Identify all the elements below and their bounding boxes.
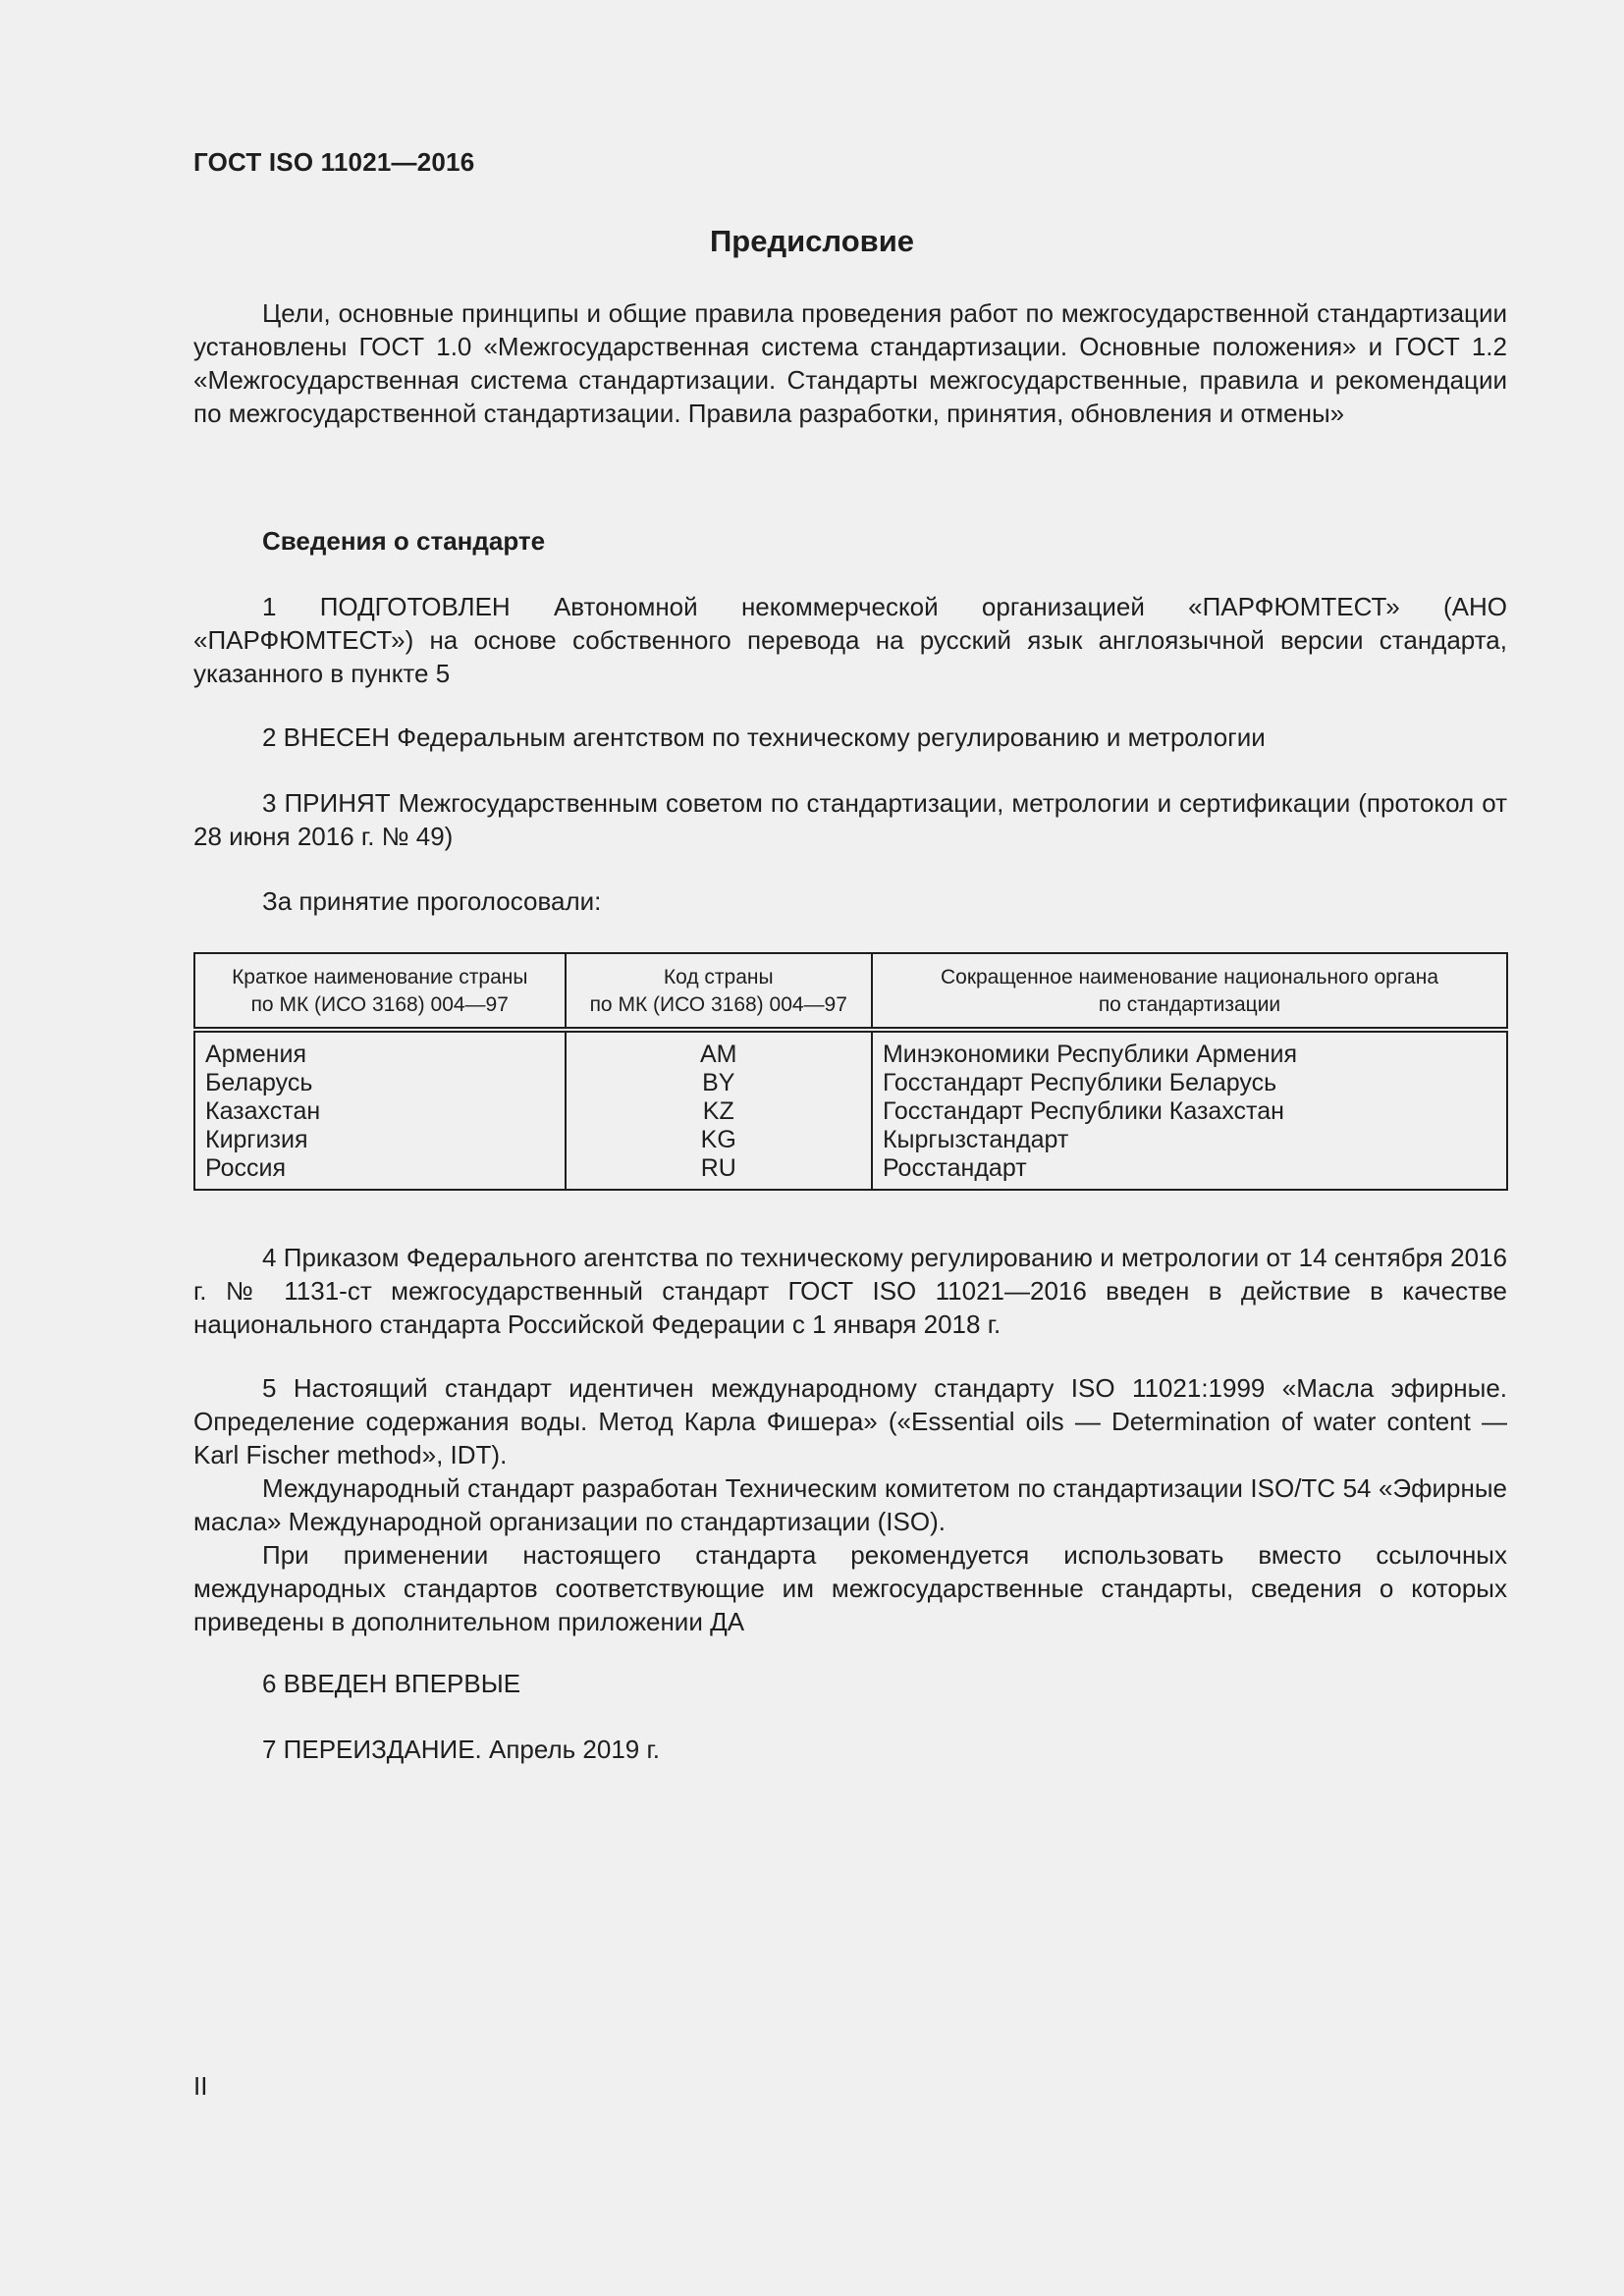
code-cell: KG xyxy=(566,1126,872,1154)
code-cell: RU xyxy=(566,1154,872,1190)
country-cell: Беларусь xyxy=(194,1069,566,1097)
intro-paragraph: Цели, основные принципы и общие правила проведения работ по межгосударственной стандартизации установлены ГОСТ 1.0 «Межгосударственная система стандартизации. Основные положения» и ГОСТ 1.2 «Межгосударственная система стандартизации. Стандарты межгосударственные, правила и рекомендации по межгосударственной стандартизации. Правила разработки, принятия, обновления и отмены» xyxy=(193,298,1507,428)
intro-paragraph-block xyxy=(193,296,1507,430)
item-3-paragraph: 3 ПРИНЯТ Межгосударственным советом по стандартизации, метрологии и сертификации (протокол от 28 июня 2016 г. № 49) xyxy=(193,788,1507,851)
table-row xyxy=(194,1154,1507,1190)
header-country-code: Код страны по МК (ИСО 3168) 004—97 xyxy=(566,953,872,1030)
item-1-block xyxy=(193,590,1507,690)
item-7-block xyxy=(193,1733,1507,1766)
country-cell: Армения xyxy=(194,1030,566,1069)
body-cell: Госстандарт Республики Беларусь xyxy=(872,1069,1507,1097)
item-4-block xyxy=(193,1241,1507,1341)
body-cell: Минэкономики Республики Армения xyxy=(872,1030,1507,1069)
item-4-paragraph: 4 Приказом Федерального агентства по техническому регулированию и метрологии от 14 сентября 2016 г. № 1131-ст межгосударственный стандарт ГОСТ ISO 11021—2016 введен в действие в качестве национального стандарта Российской Федерации с 1 января 2018 г. xyxy=(193,1243,1507,1339)
document-id-header: ГОСТ ISO 11021—2016 xyxy=(193,147,475,177)
page-number: II xyxy=(193,2071,208,2101)
item-5-application-paragraph: При применении настоящего стандарта рекомендуется использовать вместо ссылочных международных стандартов соответствующие им межгосударственные стандарты, сведения о которых приведены в дополнительном приложении ДА xyxy=(193,1540,1507,1636)
body-cell: Кыргызстандарт xyxy=(872,1126,1507,1154)
table-header-row xyxy=(194,953,1507,1030)
item-6-block xyxy=(193,1667,1507,1700)
item-6-paragraph: 6 ВВЕДЕН ВПЕРВЫЕ xyxy=(262,1669,521,1698)
country-cell: Россия xyxy=(194,1154,566,1190)
header-national-body: Сокращенное наименование национального органа по стандартизации xyxy=(872,953,1507,1030)
info-heading-block xyxy=(193,524,1507,558)
item-5-paragraph: 5 Настоящий стандарт идентичен международному стандарту ISO 11021:1999 «Масла эфирные. Определение содержания воды. Метод Карла Фишера» («Essential oils — Determination of water content — Karl Fischer method», IDT). xyxy=(193,1373,1507,1469)
table-row xyxy=(194,1030,1507,1069)
country-cell: Казахстан xyxy=(194,1097,566,1126)
table-row xyxy=(194,1097,1507,1126)
item-2-block xyxy=(193,721,1507,754)
info-heading: Сведения о стандарте xyxy=(262,526,546,556)
code-cell: BY xyxy=(566,1069,872,1097)
country-cell: Киргизия xyxy=(194,1126,566,1154)
header-country-name: Краткое наименование страны по МК (ИСО 3168) 004—97 xyxy=(194,953,566,1030)
code-cell: AM xyxy=(566,1030,872,1069)
page-title: Предисловие xyxy=(709,224,914,258)
item-2-paragraph: 2 ВНЕСЕН Федеральным агентством по техническому регулированию и метрологии xyxy=(262,722,1266,752)
voted-block xyxy=(193,884,1507,918)
item-7-paragraph: 7 ПЕРЕИЗДАНИЕ. Апрель 2019 г. xyxy=(262,1735,661,1764)
item-3-block xyxy=(193,786,1507,853)
item-5-block xyxy=(193,1371,1507,1638)
voting-countries-table xyxy=(193,952,1508,1191)
body-cell: Росстандарт xyxy=(872,1154,1507,1190)
body-cell: Госстандарт Республики Казахстан xyxy=(872,1097,1507,1126)
code-cell: KZ xyxy=(566,1097,872,1126)
item-5-developer-paragraph: Международный стандарт разработан Техническим комитетом по стандартизации ISO/TC 54 «Эфирные масла» Международной организации по стандартизации (ISO). xyxy=(193,1473,1507,1536)
table-row xyxy=(194,1126,1507,1154)
table-row xyxy=(194,1069,1507,1097)
voted-label: За принятие проголосовали: xyxy=(262,886,602,916)
item-1-paragraph: 1 ПОДГОТОВЛЕН Автономной некоммерческой организацией «ПАРФЮМТЕСТ» (АНО «ПАРФЮМТЕСТ») на основе собственного перевода на русский язык англоязычной версии стандарта, указанного в пункте 5 xyxy=(193,592,1507,688)
